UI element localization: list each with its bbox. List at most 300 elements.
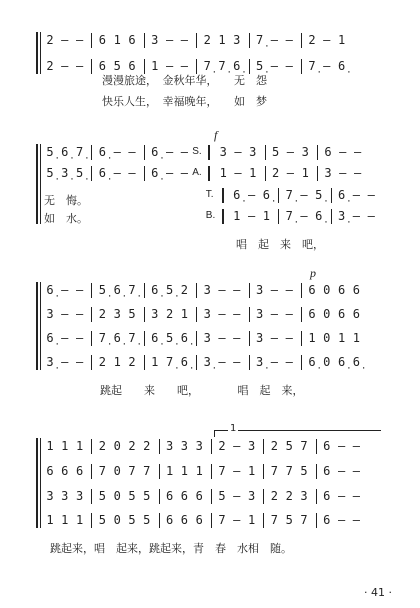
note: – [339,145,347,159]
note: – [180,59,188,73]
note: 5̣ [46,166,54,180]
note: 6̣ [151,331,159,345]
note: – [270,331,278,345]
note: – [165,145,174,159]
dynamic-piano: p [310,266,316,280]
note: – [270,307,278,321]
note: – [165,59,174,73]
note: 6 [323,489,331,503]
bar-line [301,283,302,298]
note: 6 [165,513,174,527]
note: – [367,188,375,202]
note: – [352,188,360,202]
bar-line [249,307,250,322]
note: 5 [128,513,136,527]
note: 1 [247,464,256,478]
note: – [75,33,84,47]
note: 5 [98,513,106,527]
note: 6 [352,283,360,297]
note: 6̣ [233,59,241,73]
bar-line [249,331,250,346]
lyric-line: 唱 起 来 吧， [236,238,324,251]
note: 1 [308,331,316,345]
note: – [300,209,308,223]
note: 7 [300,513,308,527]
bar-line [249,283,250,298]
note: – [61,307,69,321]
note: 2 [46,33,54,47]
note: 2 [98,439,106,453]
note: – [337,513,346,527]
notation-row [0,354,420,372]
note: – [218,307,226,321]
bar-line [317,145,318,160]
bar-line [316,439,317,454]
bar-line [249,33,250,48]
note: 6 [75,464,84,478]
note: – [180,166,188,180]
note: 3 [247,439,256,453]
note: – [234,166,242,180]
note: 3 [61,489,69,503]
note: 7̣ [128,283,136,297]
note: 5̣ [46,145,54,159]
note: 3̣ [46,355,54,369]
note: 3 [255,283,264,297]
lyric-line: 跳起 来 吧， 唱 起 来， [100,384,304,397]
bar-line [316,513,317,528]
note: 3 [203,307,211,321]
note: 2 [128,355,136,369]
voice-part-label: S. [192,146,202,157]
note: – [75,59,84,73]
note: – [61,283,69,297]
note: – [247,188,256,202]
voice-part-label: A. [192,167,202,178]
note: 6 [98,59,106,73]
note: 7̣ [218,59,226,73]
note: – [233,439,241,453]
notation-row [0,512,420,530]
note: – [233,331,241,345]
note: 2 [143,439,151,453]
note: 2 [180,283,188,297]
note: – [233,464,241,478]
note: 6 [180,489,188,503]
note: – [285,59,293,73]
note: – [233,513,241,527]
note: 6 [46,464,54,478]
note: 6 [352,307,360,321]
note: 6̣ [337,59,346,73]
note: – [233,355,241,369]
note: – [337,464,346,478]
note: – [285,331,293,345]
note: 6̣ [262,188,270,202]
note: 7̣ [128,331,136,345]
bar-line [211,439,212,454]
note: – [61,355,69,369]
note: 7 [300,439,308,453]
note: 2 [165,307,174,321]
note: – [113,166,121,180]
note: – [75,307,84,321]
note: 0 [323,331,331,345]
repeat-bar-line [222,209,224,224]
bar-line [301,59,302,74]
notation-row [0,32,420,50]
note: 3 [324,166,332,180]
bar-line [91,355,92,370]
note: 2 [271,166,280,180]
note: 6 [323,513,331,527]
bar-line [316,489,317,504]
lyric-line: 跳起来，唱 起来，跳起来，青 春 水相 随。 [50,542,292,555]
note: 5 [143,489,151,503]
bar-line [316,464,317,479]
note: 7̣ [285,188,293,202]
note: 1 [180,464,188,478]
note: 5 [143,513,151,527]
bar-line [144,283,145,298]
note: – [113,145,121,159]
bar-line [331,188,332,203]
note: 3 [113,307,121,321]
note: 3 [247,489,256,503]
bar-line [263,513,264,528]
note: – [270,355,278,369]
note: 3 [255,331,264,345]
bar-line [211,464,212,479]
bar-line [265,145,266,160]
note: 6̣ [337,355,346,369]
note: 6̣ [315,209,323,223]
note: 1 [233,209,241,223]
note: 6 [323,464,331,478]
note: – [180,33,188,47]
bar-line [263,464,264,479]
note: – [352,439,360,453]
bar-line [263,489,264,504]
note: 6 [324,145,332,159]
note: – [285,307,293,321]
note: – [128,145,136,159]
note: 3 [219,145,227,159]
note: 1 [151,59,159,73]
note: 7̣ [285,209,293,223]
voice-part-label: T. [205,189,214,200]
note: 5 [128,489,136,503]
page-number: · 41 · [364,586,392,599]
bar-line [196,33,197,48]
note: 3 [233,33,241,47]
note: 6̣ [46,331,54,345]
note: – [75,355,84,369]
notation-row [0,330,420,348]
note: 1 [247,513,256,527]
note: – [285,283,293,297]
note: 1 [75,513,84,527]
bar-line [211,513,212,528]
note: 3̣ [61,166,69,180]
note: 7 [143,464,151,478]
bar-line [91,489,92,504]
bar-line [317,166,318,181]
note: – [339,166,347,180]
note: – [323,59,331,73]
note: – [218,331,226,345]
repeat-bar-line [222,188,224,203]
note: 1 [113,33,121,47]
note: 6 [180,513,188,527]
note: – [337,489,346,503]
note: 1 [337,33,346,47]
note: – [75,331,84,345]
lyric-line: 无 悔。 [44,194,88,207]
note: – [61,59,69,73]
bar-line [91,513,92,528]
note: 3 [75,489,84,503]
note: 6̣ [151,283,159,297]
note: – [286,145,294,159]
note: 1 [219,166,227,180]
note: 3 [195,439,203,453]
note: 7̣ [255,33,264,47]
bar-line [144,166,145,181]
note: 1 [113,355,121,369]
note: 3̣ [203,355,211,369]
bar-line [301,33,302,48]
note: 6̣ [308,355,316,369]
note: 7 [285,464,293,478]
note: – [337,439,346,453]
note: – [165,166,174,180]
lyric-line: 漫漫旅途， 金秋年华， 无 怨 [102,74,267,87]
note: 1 [61,439,69,453]
note: 1 [151,355,159,369]
note: 7 [98,464,106,478]
lyric-line: 快乐人生， 幸福晚年， 如 梦 [102,95,267,108]
note: – [300,188,308,202]
note: – [128,166,136,180]
lyric-line: 如 水。 [44,212,88,225]
repeat-bar-line [208,145,210,160]
bar-line [159,489,160,504]
note: 7 [128,464,136,478]
note: – [61,331,69,345]
note: 5̣ [165,331,174,345]
note: – [286,166,294,180]
note: 6̣ [180,355,188,369]
note: 7̣ [75,145,84,159]
bar-line [249,355,250,370]
bar-line [301,331,302,346]
note: 6̣ [113,331,121,345]
note: 3 [151,33,159,47]
bar-line [91,59,92,74]
note: 7̣ [308,59,316,73]
note: 3 [46,489,54,503]
bar-line [91,439,92,454]
note: 5 [113,59,121,73]
bar-line [91,307,92,322]
note: 5̣ [315,188,323,202]
bar-line [196,283,197,298]
note: 6̣ [98,166,106,180]
note: – [247,209,256,223]
notation-row [0,488,420,506]
bar-line [91,33,92,48]
note: 7̣ [165,355,174,369]
note: 5 [98,489,106,503]
note: 3 [180,439,188,453]
note: 6 [98,33,106,47]
note: 3 [203,331,211,345]
bar-line [159,464,160,479]
note: 1 [337,331,346,345]
note: 2 [285,489,293,503]
note: – [353,166,362,180]
bar-line [159,513,160,528]
volta-number: 1 [230,423,237,434]
note: 3 [46,307,54,321]
bar-line [331,209,332,224]
note: 7̣ [203,59,211,73]
bar-line [278,209,279,224]
note: 7 [218,513,226,527]
note: 2 [218,439,226,453]
note: 1 [301,166,309,180]
note: 5̣ [75,166,84,180]
note: 1 [61,513,69,527]
note: 1 [46,513,54,527]
notation-row [0,165,420,183]
note: 1 [249,166,257,180]
bar-line [144,145,145,160]
note: 6̣ [151,145,159,159]
note: 7 [218,464,226,478]
note: 6̣ [337,188,346,202]
bar-line [263,439,264,454]
notation-row [0,438,420,456]
bar-line [144,331,145,346]
note: 2 [46,59,54,73]
note: 6̣ [46,283,54,297]
note: 6 [308,283,316,297]
notation-row [0,306,420,324]
bar-line [91,145,92,160]
note: 7 [270,464,278,478]
bar-line [91,283,92,298]
bar-line [196,307,197,322]
note: – [285,33,293,47]
note: 6 [165,489,174,503]
note: 5 [285,439,293,453]
note: 1 [262,209,270,223]
note: 5 [128,307,136,321]
note: – [61,33,69,47]
note: 1 [180,307,188,321]
note: 0 [113,489,121,503]
note: 2 [270,439,278,453]
note: 6 [61,464,69,478]
bar-line [144,33,145,48]
note: 1 [75,439,84,453]
note: 6 [195,489,203,503]
bar-line [196,355,197,370]
note: – [270,33,278,47]
bar-line [278,188,279,203]
note: 3 [165,439,174,453]
note: 2 [270,489,278,503]
note: 6̣ [233,188,241,202]
note: 5̣ [255,59,264,73]
bar-line [144,355,145,370]
note: 5 [271,145,280,159]
note: 0 [323,283,331,297]
notation-row [0,282,420,300]
note: 6 [128,33,136,47]
note: 0 [113,464,121,478]
note: – [352,209,360,223]
note: 1 [218,33,226,47]
notation-row [0,144,420,162]
bar-line [91,331,92,346]
dynamic-forte: f [214,128,218,142]
note: – [165,33,174,47]
note: 6̣ [151,166,159,180]
note: – [352,513,360,527]
note: 3 [249,145,257,159]
note: – [353,145,362,159]
note: 3 [203,283,211,297]
note: 5̣ [98,283,106,297]
note: – [233,489,241,503]
note: – [180,145,188,159]
note: 6̣ [61,145,69,159]
note: – [367,209,375,223]
note: 7̣ [98,331,106,345]
note: 2 [308,33,316,47]
note: – [285,355,293,369]
note: – [234,145,242,159]
note: – [352,464,360,478]
bar-line [91,464,92,479]
note: 2 [128,439,136,453]
note: 2 [203,33,211,47]
bar-line [301,307,302,322]
note: 2 [98,355,106,369]
note: 6̣ [98,145,106,159]
repeat-bar-line [208,166,210,181]
bar-line [211,489,212,504]
note: – [75,283,84,297]
note: 6 [337,283,346,297]
note: – [270,283,278,297]
note: – [218,355,226,369]
note: 3̣ [255,355,264,369]
note: 6̣ [180,331,188,345]
note: – [233,283,241,297]
note: 0 [113,513,121,527]
note: 3 [151,307,159,321]
note: 6 [337,307,346,321]
note: 3̣ [337,209,346,223]
note: 0 [113,439,121,453]
note: 6̣ [113,283,121,297]
note: 1 [165,464,174,478]
note: 5 [300,464,308,478]
